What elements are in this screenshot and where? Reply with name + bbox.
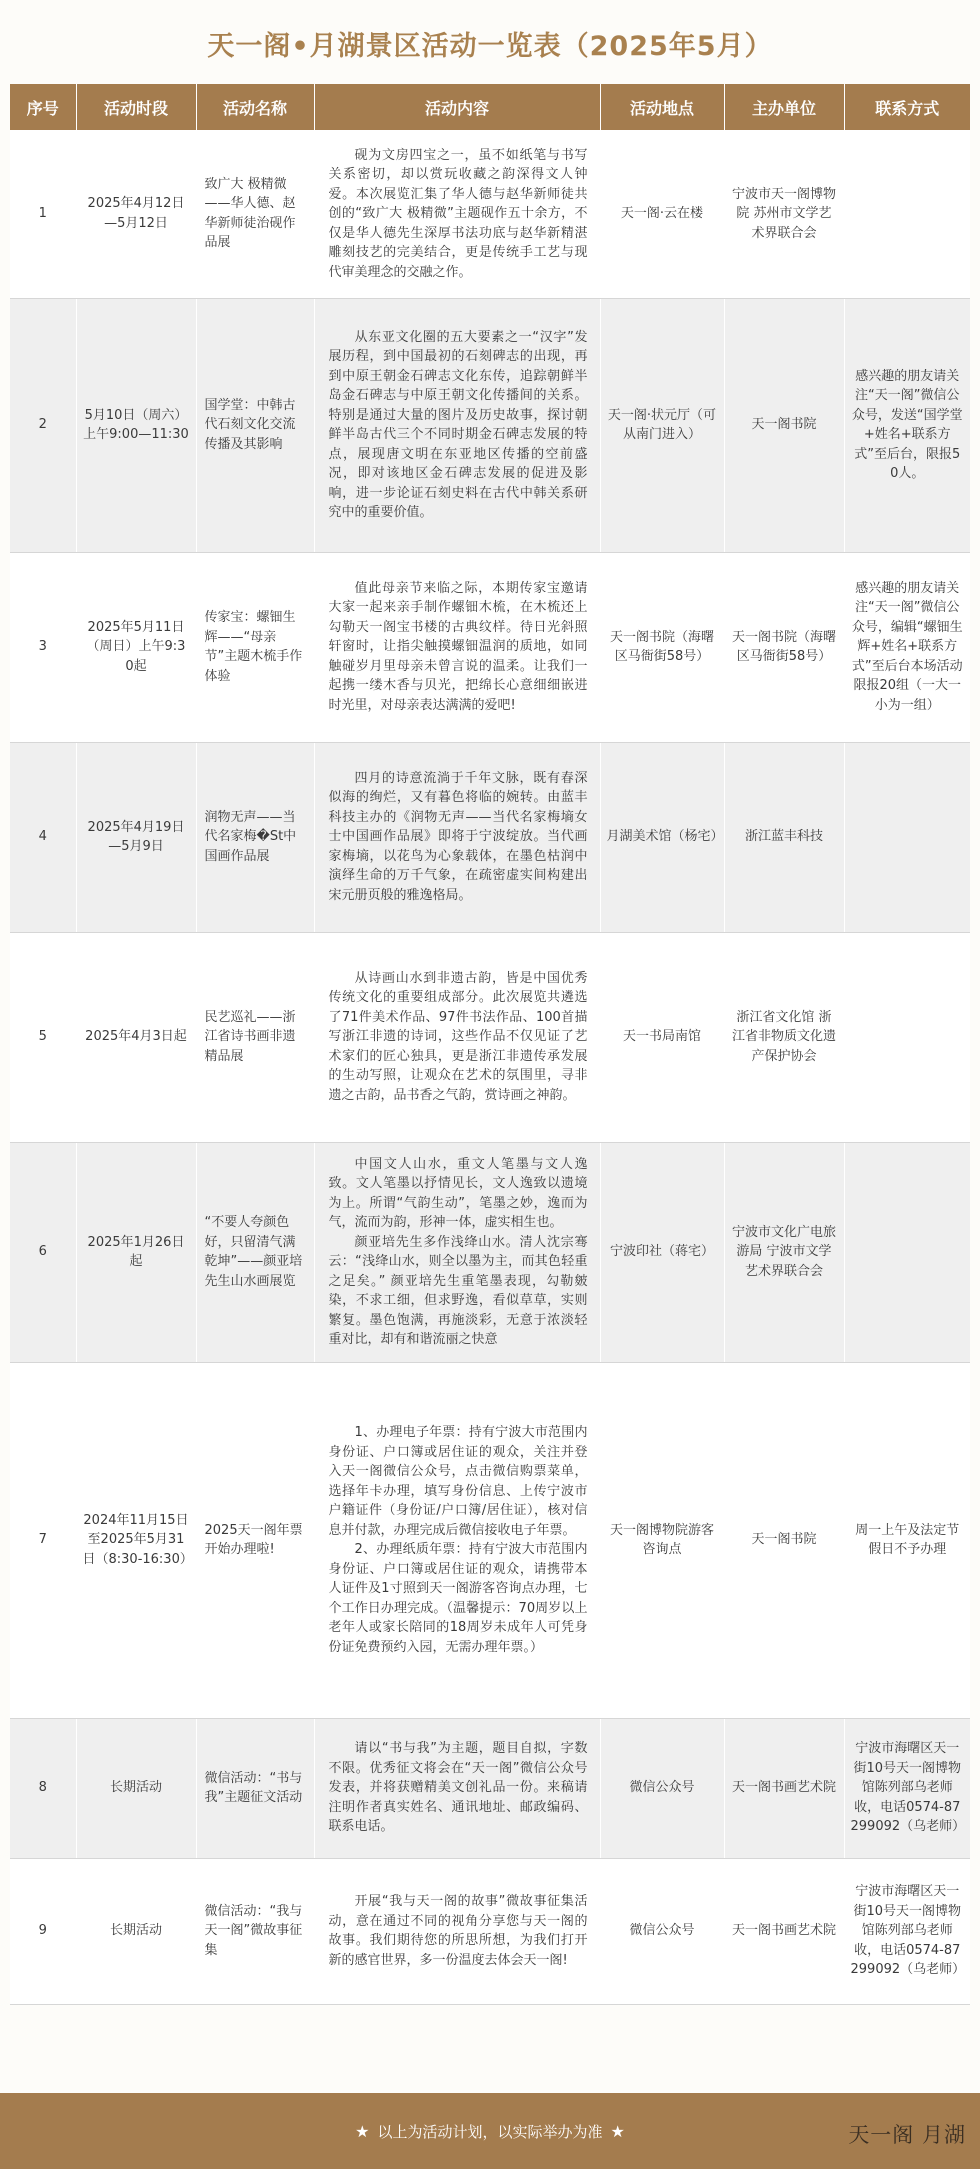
header-name: 活动名称 (196, 84, 314, 130)
star-icon: ★ (610, 2122, 625, 2141)
cell-name: “不要人夸颜色好，只留清气满乾坤”——颜亚培先生山水画展览 (196, 1142, 314, 1362)
cell-period: 2025年4月19日—5月9日 (76, 742, 196, 932)
cell-host: 浙江省文化馆 浙江省非物质文化遗产保护协会 (724, 932, 844, 1142)
cell-host: 浙江蓝丰科技 (724, 742, 844, 932)
cell-place: 宁波印社（蒋宅） (600, 1142, 724, 1362)
cell-no: 3 (10, 552, 76, 742)
footer-note-text: 以上为活动计划，以实际举办为准 (377, 2123, 603, 2141)
cell-no: 9 (10, 1858, 76, 2004)
star-icon: ★ (355, 2122, 370, 2141)
cell-place: 微信公众号 (600, 1858, 724, 2004)
table-row (10, 1362, 970, 1718)
header-contact: 联系方式 (844, 84, 970, 130)
cell-no: 1 (10, 130, 76, 298)
content-paragraph: 值此母亲节来临之际，本期传家宝邀请大家一起来亲手制作螺钿木梳，在木梳还上勾勒天一阁宝书楼的古典纹样。待日光斜照轩窗时，让指尖触摸螺钿温润的质地，如同触碰岁月里母亲未曾言说的温柔。让我们一起携一缕木香与贝光，把绵长心意细细嵌进时光里，对母亲表达满满的爱吧! (328, 580, 588, 713)
cell-host: 天一阁书院（海曙区马衙街58号） (724, 552, 844, 742)
cell-period: 长期活动 (76, 1718, 196, 1858)
cell-no: 4 (10, 742, 76, 932)
brand-logo-text: 天一阁 月湖 (848, 2123, 966, 2147)
cell-content (314, 742, 600, 932)
cell-contact: 宁波市海曙区天一街10号天一阁博物馆陈列部乌老师收，电话0574-87299092（乌老师） (844, 1718, 970, 1858)
cell-contact (844, 932, 970, 1142)
cell-place: 微信公众号 (600, 1718, 724, 1858)
cell-host: 天一阁书画艺术院 (724, 1718, 844, 1858)
content-paragraph: 从东亚文化圈的五大要素之一“汉字”发展历程，到中国最初的石刻碑志的出现，再到中原王朝金石碑志文化东传，追踪朝鲜半岛金石碑志与中原王朝文化传播间的关系。特别是通过大量的图片及历史故事，探讨朝鲜半岛古代三个不同时期金石碑志发展的特点，展现唐文明在东亚地区传播的空前盛况，即对该地区金石碑志发展的促进及影响，进一步论证石刻史料在古代中韩关系研究中的重要价值。 (328, 329, 588, 520)
table-row (10, 932, 970, 1142)
footer-note (0, 2121, 980, 2142)
cell-content (314, 1858, 600, 2004)
cell-content (314, 552, 600, 742)
table-row (10, 1858, 970, 2004)
content-paragraph: 从诗画山水到非遗古韵，皆是中国优秀传统文化的重要组成部分。此次展览共遴选了71件美术作品、97件书法作品、100首描写浙江非遗的诗词，这些作品不仅见证了艺术家们的匠心独具，更是浙江非遗传承发展的生动写照，让观众在艺术的氛围里，寻非遗之古韵，品书香之气韵，赏诗画之神韵。 (328, 970, 588, 1103)
cell-name: 致广大 极精微——华人德、赵华新师徒治砚作品展 (196, 130, 314, 298)
cell-name: 国学堂：中韩古代石刻文化交流传播及其影响 (196, 298, 314, 552)
cell-place: 天一阁·云在楼 (600, 130, 724, 298)
cell-host: 天一阁书院 (724, 298, 844, 552)
cell-period: 2025年4月12日—5月12日 (76, 130, 196, 298)
content-paragraph: 开展“我与天一阁的故事”微故事征集活动，意在通过不同的视角分享您与天一阁的故事。我们期待您的所思所想，为我们打开新的感官世界，多一份温度去体会天一阁! (328, 1894, 588, 1968)
cell-name: 润物无声——当代名家梅�St中国画作品展 (196, 742, 314, 932)
header-host: 主办单位 (724, 84, 844, 130)
cell-content (314, 130, 600, 298)
content-paragraph: 四月的诗意流淌于千年文脉，既有春深似海的绚烂，又有暮色将临的婉转。由蓝丰科技主办的《润物无声——当代名家梅墒女士中国画作品展》即将于宁波绽放。当代画家梅墒，以花鸟为心象载体，在墨色枯润中演绎生命的万千气象，在疏密虚实间构建出宋元册页般的雅逸格局。 (328, 770, 588, 903)
cell-period: 长期活动 (76, 1858, 196, 2004)
cell-place: 天一阁博物院游客咨询点 (600, 1362, 724, 1718)
cell-contact (844, 130, 970, 298)
cell-content (314, 298, 600, 552)
cell-no: 8 (10, 1718, 76, 1858)
cell-name: 2025天一阁年票开始办理啦! (196, 1362, 314, 1718)
cell-no: 6 (10, 1142, 76, 1362)
cell-contact (844, 1142, 970, 1362)
cell-content (314, 932, 600, 1142)
cell-content (314, 1362, 600, 1718)
cell-name: 民艺巡礼——浙江省诗书画非遗精品展 (196, 932, 314, 1142)
cell-place: 天一书局南馆 (600, 932, 724, 1142)
content-paragraph: 请以“书与我”为主题，题目自拟，字数不限。优秀征文将会在“天一阁”微信公众号发表，并将获赠精美文创礼品一份。来稿请注明作者真实姓名、通讯地址、邮政编码、联系电话。 (328, 1741, 588, 1835)
cell-host: 天一阁书院 (724, 1362, 844, 1718)
table-row (10, 742, 970, 932)
cell-period: 2025年5月11日（周日）上午9:30起 (76, 552, 196, 742)
cell-host: 宁波市文化广电旅游局 宁波市文学艺术界联合会 (724, 1142, 844, 1362)
content-paragraph: 颜亚培先生多作浅绛山水。清人沈宗骞云：“浅绛山水，则全以墨为主，而其色轻重之足矣。” 颜亚培先生重笔墨表现，勾勒皴染，不求工细，但求野逸，看似草草，实则繁复。墨色饱满，再施淡彩，无意于浓淡轻重对比，却有和谐流丽之快意 (328, 1234, 588, 1347)
cell-name: 微信活动：“我与天一阁”微故事征集 (196, 1858, 314, 2004)
cell-host: 宁波市天一阁博物院 苏州市文学艺术界联合会 (724, 130, 844, 298)
footer-bar (0, 2093, 980, 2169)
table-row (10, 130, 970, 298)
content-paragraph: 中国文人山水，重文人笔墨与文人逸致。文人笔墨以抒情见长，文人逸致以遗境为上。所谓“气韵生动”，笔墨之妙，逸而为气，流而为韵，形神一体，虚实相生也。 (328, 1156, 588, 1230)
cell-contact: 宁波市海曙区天一街10号天一阁博物馆陈列部乌老师收，电话0574-87299092（乌老师） (844, 1858, 970, 2004)
content-paragraph: 砚为文房四宝之一，虽不如纸笔与书写关系密切，却以赏玩收藏之韵深得文人钟爱。本次展览汇集了华人德与赵华新师徒共创的“致广大 极精微”主题砚作五十余方，不仅是华人德先生深厚书法功底与赵华新精湛雕刻技艺的完美结合，更是传统手工艺与现代审美理念的交融之作。 (328, 147, 588, 280)
cell-content (314, 1718, 600, 1858)
header-no: 序号 (10, 84, 76, 130)
page-title: 天一阁•月湖景区活动一览表（2025年5月） (207, 31, 773, 62)
table-row (10, 298, 970, 552)
table-row (10, 1142, 970, 1362)
cell-place: 月湖美术馆（杨宅） (600, 742, 724, 932)
cell-name: 微信活动：“书与我”主题征文活动 (196, 1718, 314, 1858)
cell-no: 2 (10, 298, 76, 552)
cell-name: 传家宝：螺钿生辉——“母亲节”主题木梳手作体验 (196, 552, 314, 742)
header-period: 活动时段 (76, 84, 196, 130)
cell-period: 2025年4月3日起 (76, 932, 196, 1142)
cell-place: 天一阁·状元厅（可从南门进入） (600, 298, 724, 552)
header-content: 活动内容 (314, 84, 600, 130)
cell-no: 7 (10, 1362, 76, 1718)
activity-table (10, 84, 970, 2005)
table-header-row (10, 84, 970, 130)
cell-content (314, 1142, 600, 1362)
cell-contact: 周一上午及法定节假日不予办理 (844, 1362, 970, 1718)
table-row (10, 552, 970, 742)
cell-period: 2024年11月15日至2025年5月31日（8:30-16:30） (76, 1362, 196, 1718)
cell-period: 2025年1月26日起 (76, 1142, 196, 1362)
cell-contact: 感兴趣的朋友请关注“天一阁”微信公众号，发送“国学堂+姓名+联系方式”至后台，限报50人。 (844, 298, 970, 552)
content-paragraph: 1、办理电子年票：持有宁波大市范围内身份证、户口簿或居住证的观众，关注并登入天一阁微信公众号，点击微信购票菜单，选择年卡办理，填写身份信息、上传宁波市户籍证件（身份证/户口簿/居住证），核对信息并付款，办理完成后微信接收电子年票。 (328, 1425, 588, 1538)
cell-host: 天一阁书画艺术院 (724, 1858, 844, 2004)
header-place: 活动地点 (600, 84, 724, 130)
cell-contact: 感兴趣的朋友请关注“天一阁”微信公众号，编辑“螺钿生辉+姓名+联系方式”至后台本场活动限报20组（一大一小为一组） (844, 552, 970, 742)
cell-place: 天一阁书院（海曙区马衙街58号） (600, 552, 724, 742)
cell-contact (844, 742, 970, 932)
cell-no: 5 (10, 932, 76, 1142)
content-paragraph: 2、办理纸质年票：持有宁波大市范围内身份证、户口簿或居住证的观众，请携带本人证件及1寸照到天一阁游客咨询点办理，七个工作日办理完成。（温馨提示：70周岁以上老年人或家长陪同的18周岁未成年人可凭身份证免费预约入园，无需办理年票。） (328, 1542, 588, 1655)
cell-period: 5月10日（周六）上午9:00—11:30 (76, 298, 196, 552)
table-row (10, 1718, 970, 1858)
